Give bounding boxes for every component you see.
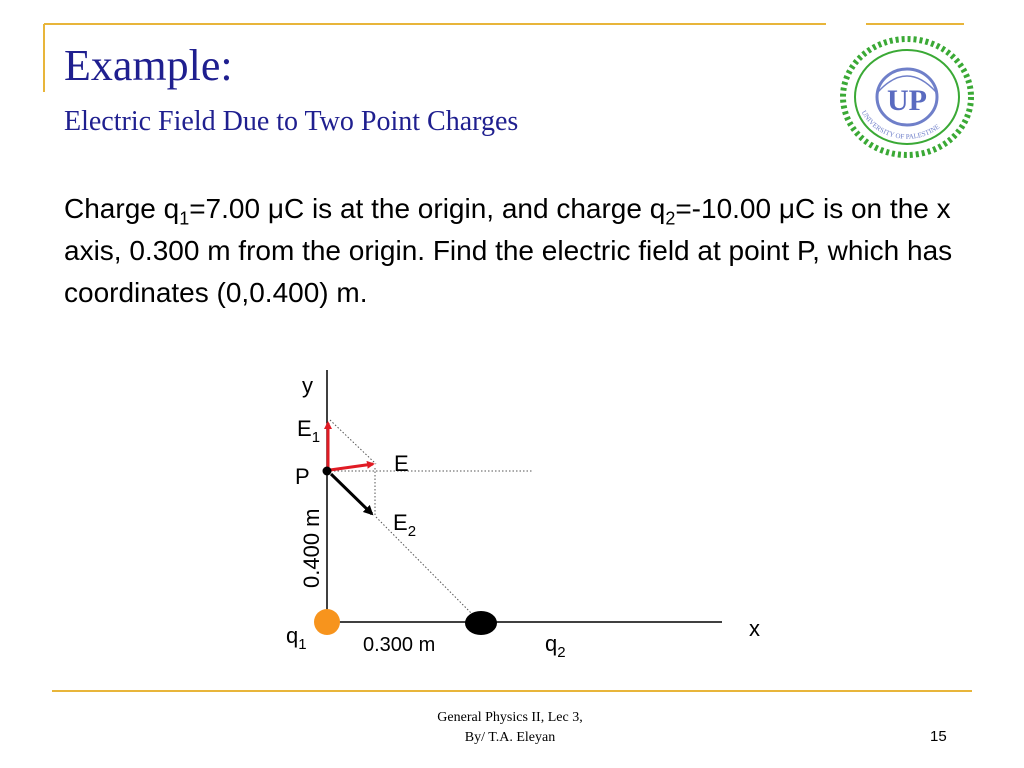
q2-label: $q_2$	[545, 631, 566, 661]
point-p-label: P	[295, 464, 310, 489]
distance-x-label: 0.300 m	[363, 634, 436, 656]
footer-credits	[410, 708, 610, 748]
charge-q1	[314, 609, 340, 635]
point-p	[323, 467, 332, 476]
charge-q2	[465, 611, 497, 635]
footer-divider	[52, 690, 972, 692]
e2-label: $E_2$	[393, 510, 417, 540]
construction-lines	[327, 420, 533, 620]
y-axis-label: y	[302, 373, 313, 398]
e1-label: $E_1$	[297, 416, 321, 446]
x-axis-label: x	[749, 616, 760, 641]
slide-title: Example:	[64, 41, 233, 90]
page-number: 15	[930, 728, 947, 745]
problem-statement: Charge $q_1=7.00$ μC is at the origin, and charge $q_2=-10.00$ μC is on the x axis, 0.300 m from the origin. Find the electric field at point P, which has coordinates (0,0.400) m.	[64, 193, 953, 308]
footer-course: General Physics II, Lec 3,	[437, 710, 583, 725]
logo-arc-text: UNIVERSITY OF PALESTINE	[859, 108, 942, 141]
q1-label: $q_1$	[286, 623, 307, 653]
slide-subtitle: Electric Field Due to Two Point Charges	[64, 106, 519, 137]
e-label: E	[394, 451, 409, 476]
distance-y-label: 0.400 m	[299, 508, 324, 588]
e2-vector	[331, 474, 372, 514]
e-horizontal-vector	[330, 464, 373, 470]
logo-text: UP	[887, 84, 927, 117]
footer-author: By/ T.A. Eleyan	[464, 730, 556, 745]
